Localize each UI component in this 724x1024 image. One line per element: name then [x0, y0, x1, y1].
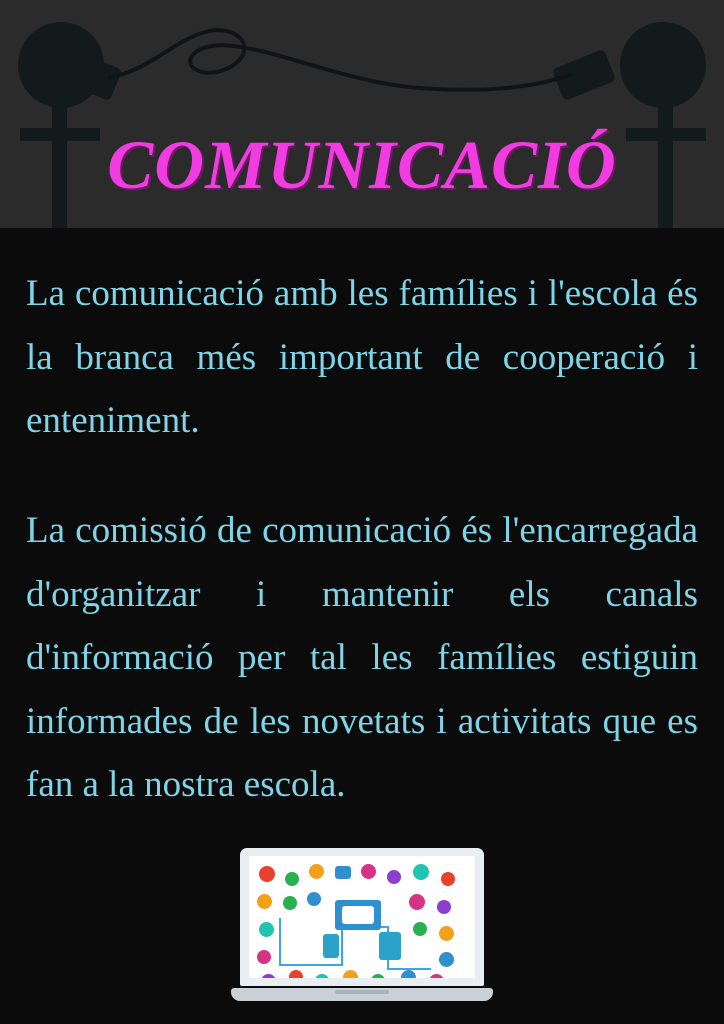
email-icon	[335, 866, 351, 879]
smartphone-icon	[323, 934, 339, 958]
network-line-icon	[341, 926, 343, 966]
app-icon	[283, 896, 297, 910]
app-icon	[259, 866, 275, 882]
app-icon	[429, 974, 444, 978]
app-icon	[387, 870, 401, 884]
app-icon	[401, 970, 416, 978]
app-icon	[307, 892, 321, 906]
app-icon	[413, 864, 429, 880]
app-icon	[439, 926, 454, 941]
paragraph-2: La comissió de comunicació és l'encarregada d'organitzar i mantenir els canals d'informació per tal les famílies estiguin informades de les novetats i activitats que es fan a la nostra escola.	[26, 509, 698, 806]
laptop-base	[231, 988, 493, 1001]
app-icon	[285, 872, 299, 886]
page-title: COMUNICACIÓ	[107, 127, 617, 203]
laptop-lid	[240, 848, 484, 986]
app-icon	[315, 974, 329, 978]
monitor-screen-icon	[342, 906, 374, 924]
laptop-screen	[249, 856, 475, 978]
network-line-icon	[279, 964, 341, 966]
app-icon	[261, 974, 276, 978]
tablet-icon	[379, 932, 401, 960]
app-icon	[441, 872, 455, 886]
poster-body	[26, 262, 698, 817]
app-icon	[409, 894, 425, 910]
app-icon	[259, 922, 274, 937]
app-icon	[309, 864, 324, 879]
app-icon	[257, 950, 271, 964]
app-icon	[371, 974, 385, 978]
app-icon	[289, 970, 303, 978]
app-icon	[343, 970, 358, 978]
download-icon	[413, 922, 427, 936]
spotlight-right-body-icon	[552, 49, 617, 102]
network-line-icon	[279, 918, 281, 966]
laptop-illustration	[231, 848, 493, 1020]
app-icon	[361, 864, 376, 879]
paragraph-1: La comunicació amb les famílies i l'escola és la branca més important de cooperació i enteniment.	[26, 273, 698, 442]
app-icon	[439, 952, 454, 967]
app-icon	[257, 894, 272, 909]
app-icon	[437, 900, 451, 914]
